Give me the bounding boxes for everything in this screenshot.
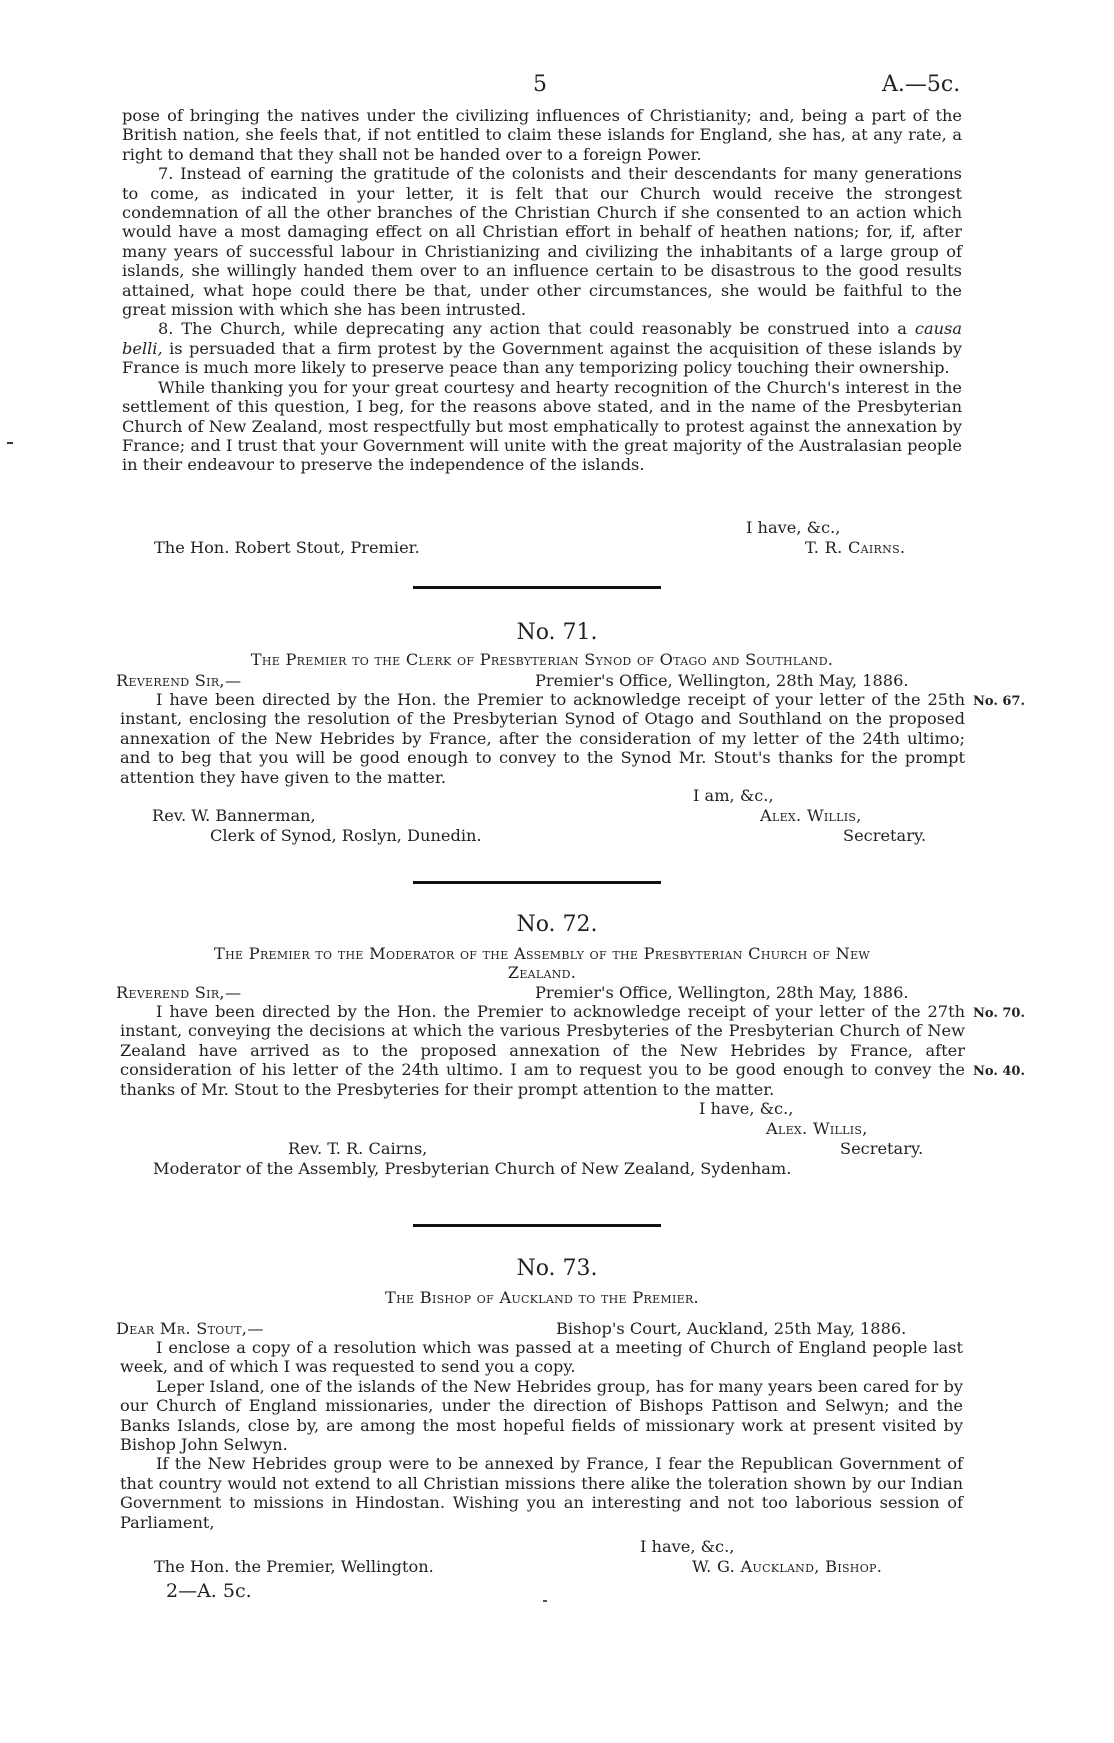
letter-body [120,690,965,787]
paragraph: 8. The Church, while deprecating any action that could reasonably be construed into a causa belli, is persuaded that a firm protest by the Government against the acquisition of these islands by France is much more likely to preserve peace than any temporizing policy touching their ownership. [122,319,962,378]
dateline: Premier's Office, Wellington, 28th May, 1886. [535,671,909,690]
signature: T. R. Cairns. [805,538,906,557]
section-divider [413,586,661,589]
closing: I am, &c., [693,786,774,805]
addressee: The Hon. Robert Stout, Premier. [154,538,420,557]
margin-reference: No. 67. [973,694,1025,709]
paragraph: While thanking you for your great courtesy and hearty recognition of the Church's interest in the settlement of this question, I beg, for the reasons above stated, and in the name of the Presbyterian Church of New Zealand, most respectfully but most emphatically to protest against the annexation by France; and I trust that your Government will unite with the great majority of the Australasian people in their endeavour to preserve the independence of the islands. [122,377,962,475]
letter-body [120,1338,963,1532]
paragraph: Leper Island, one of the islands of the New Hebrides group, has for many years been cared for by our Church of England missionaries, under the direction of Bishops Pattison and Selwyn; and the Banks Islands, close by, are among the most hopeful fields of missionary work at present visited by Bishop John Selwyn. [120,1376,963,1455]
margin-reference: No. 40. [973,1064,1025,1079]
page-number: 5 [533,72,547,97]
addressee: The Hon. the Premier, Wellington. [154,1557,434,1576]
dateline: Premier's Office, Wellington, 28th May, 1886. [535,983,909,1002]
print-mark [543,1600,547,1602]
paragraph: I have been directed by the Hon. the Premier to acknowledge receipt of your letter of the 27th instant, conveying the decisions at which the various Presbyteries of the Presbyterian Church of New Zealand have arrived as to the proposed annexation of the New Hebrides by France, after consideration of his letter of the 24th ultimo. I am to request you to be good enough to convey the thanks of Mr. Stout to the Presbyteries for their prompt attention to the matter. [120,1002,965,1099]
addressee: Rev. T. R. Cairns, [288,1139,428,1158]
addressee: Moderator of the Assembly, Presbyterian Church of New Zealand, Sydenham. [153,1159,792,1178]
paragraph: I enclose a copy of a resolution which was passed at a meeting of Church of England people last week, and of which I was requested to send you a copy. [120,1338,963,1377]
paragraph: pose of bringing the natives under the civilizing influences of Christianity; and, being a part of the British nation, she feels that, if not entitled to claim these islands for England, she has, at any rate, a right to demand that they shall not be handed over to a foreign Power. [122,106,962,164]
signature: W. G. Auckland, Bishop. [692,1557,883,1576]
letter-body [120,1002,965,1099]
section-heading: No. 73. [516,1256,598,1281]
signature: Alex. Willis, [760,806,862,825]
salutation: Reverend Sir,— [116,671,242,690]
letter-title: The Bishop of Auckland to the Premier. [384,1288,699,1307]
letter-title: The Premier to the Moderator of the Assembly of the Presbyterian Church of New [213,944,871,963]
dateline: Bishop's Court, Auckland, 25th May, 1886. [556,1319,907,1338]
continuation-letter [122,106,962,475]
margin-tick [7,442,13,444]
document-reference: A.—5c. [882,72,961,97]
addressee: Clerk of Synod, Roslyn, Dunedin. [210,826,482,845]
closing: I have, &c., [699,1099,794,1118]
signature-mark: 2—A. 5c. [166,1580,252,1602]
salutation: Dear Mr. Stout,— [116,1319,264,1338]
closing: I have, &c., [746,518,841,537]
paragraph: If the New Hebrides group were to be annexed by France, I fear the Republican Government of that country would not extend to all Christian missions there alike the toleration shown by our Indian Government to missions in Hindostan. Wishing you an interesting and not too laborious session of Parliament, [120,1454,963,1532]
margin-reference: No. 70. [973,1006,1025,1021]
paragraph: 7. Instead of earning the gratitude of the colonists and their descendants for many generations to come, as indicated in your letter, it is felt that our Church would receive the strongest condemnation of all the other branches of the Christian Church if she consented to an action which would have a most damaging effect on all Christian effort in behalf of heathen nations; for, if, after many years of successful labour in Christianizing and civilizing the inhabitants of a large group of islands, she willingly handed them over to an influence certain to be disastrous to the good results attained, what hope could there be that, under other circumstances, she would be faithful to the great mission with which she has been intrusted. [122,164,962,320]
paragraph: I have been directed by the Hon. the Premier to acknowledge receipt of your letter of the 25th instant, enclosing the resolution of the Presbyterian Synod of Otago and Southland on the proposed annexation of the New Hebrides by France, after the consideration of my letter of the 24th ultimo; and to beg that you will be good enough to convey to the Synod Mr. Stout's thanks for the prompt attention they have given to the matter. [120,690,965,787]
salutation: Reverend Sir,— [116,983,242,1002]
section-divider [413,881,661,884]
signature-title: Secretary. [840,1139,924,1158]
section-heading: No. 72. [516,912,598,937]
letter-title: The Premier to the Clerk of Presbyterian Synod of Otago and Southland. [250,650,834,669]
letter-title: Zealand. [507,963,577,982]
section-heading: No. 71. [516,620,598,645]
addressee: Rev. W. Bannerman, [152,806,316,825]
section-divider [413,1224,661,1227]
closing: I have, &c., [640,1537,735,1556]
signature-title: Secretary. [843,826,927,845]
signature: Alex. Willis, [766,1119,868,1138]
